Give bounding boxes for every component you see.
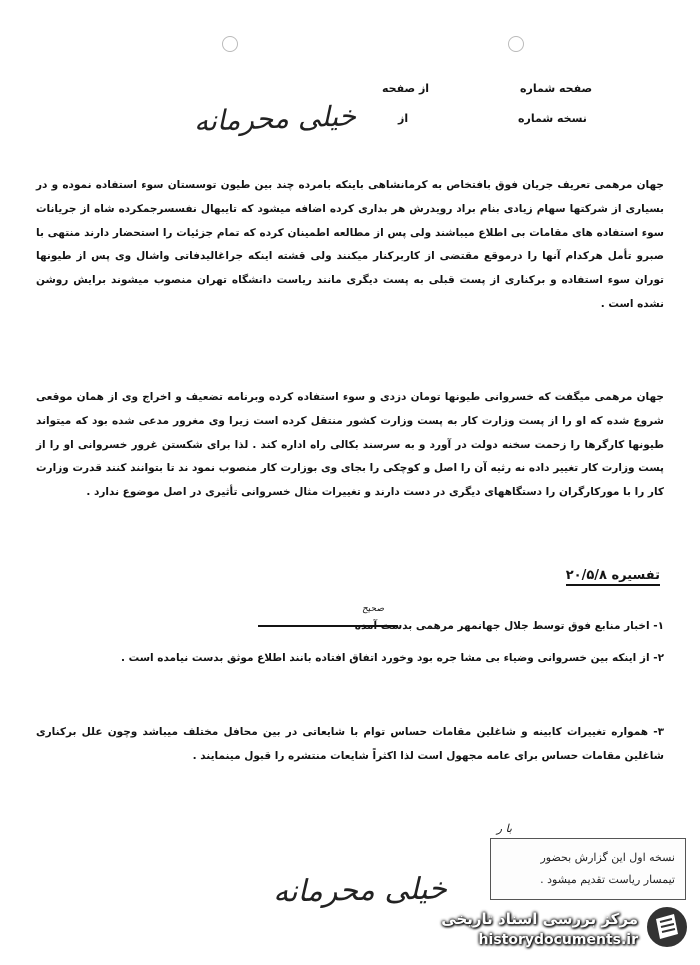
punch-hole-right bbox=[508, 36, 524, 52]
note-line-2: تیمسار ریاست تقدیم میشود . bbox=[540, 873, 675, 886]
note-line-1: نسخه اول این گزارش بحضور bbox=[540, 851, 675, 864]
copy-of-label: از bbox=[398, 112, 409, 125]
paragraph-2: جهان مرهمی میگفت که خسروانی طیونها تومان دزدی و سوء استفاده کرده وبرنامه تضعیف و اخراج وی از همان موقعی شروع شده که او را از پست وزارت کار به پست وزارت کشور منتقل کرده است زیرا وی مغرور مدعی شده بود که میتواند طیونها کارگرها را زحمت سخنه دولت در آورد و به سرسند بکالی راه اداره کند . لذا برای شکستن غرور خسروانی او را از پست وزارت کار تغییر داده نه رثیه آن را اصل و کوچکی را بجای وی بوزارت کار منصوب نمود ند تا بتوانند کنند قدرت وزارت کار را با مورکارگران را دستگاههای دیگری در دست دارند و تغییرات مثال خسروانی تأثیری در اصل موضوع ندارد . bbox=[36, 391, 664, 499]
archive-logo-icon bbox=[644, 904, 690, 950]
punch-hole-left bbox=[222, 36, 238, 52]
watermark-site: historydocuments.ir bbox=[478, 932, 638, 948]
classification-stamp-bottom: خیلی محرمانه bbox=[272, 871, 448, 910]
handwritten-note: با ر bbox=[496, 822, 512, 835]
copy-number-label: نسخه شماره bbox=[518, 112, 587, 125]
watermark-name: مرکز بررسی اسناد تاریخی bbox=[441, 910, 638, 928]
watermark-logo bbox=[430, 890, 690, 960]
correction-mark: صحیح bbox=[362, 604, 384, 614]
analysis-item-3: ۳- همواره تغییرات کابینه و شاغلین مقامات حساس توام با شایعاتی در بین محافل مختلف میباشد وچون علل برکناری شاغلین مقامات حساس برای عامه مجهول است لذا اکثراً شایعات منتشره را قبول مینمایند . bbox=[36, 726, 664, 762]
analysis-title: تفسیره ۲۰/۵/۸ bbox=[566, 568, 660, 586]
paragraph-1: جهان مرهمی تعریف جریان فوق بافتخاص به کرمانشاهی باینکه بامرده چند بین طیون توسستان سوء استفاده نموده و در بسیاری از شرکتها سهام زیادی بنام براد رویدرش هر بداری کرده اضافه میشود که تایبهال نفسسرجمکرده شاه از جریانات سوء استفاده های مقامات بی اطلاع میباشند ولی پس از مطالعه اطمینان کرده که تمام جزئیات را استحضار دارند منتهی با صبرو تأمل هرکدام آنها را درموقع مقتضی از کاربرکنار میکنند ولی قشته اینکه جراغالیدفاتی واشال وی پس از طیونها توران سوء استفاده و برکناری از پست قبلی به پست دیگری مانند ریاست دانشگاه تهران منصوب میشوند برایش روشن نشده است . bbox=[36, 179, 664, 310]
page-number-label: صفحه شماره bbox=[520, 82, 593, 95]
analysis-item-2: ۲- از اینکه بین خسروانی وضیاء بی مشا جره بود وخورد اتفاق افتاده بانند اطلاع موثق بدست نیامده است . bbox=[120, 652, 664, 664]
classification-stamp: خیلی محرمانه bbox=[193, 99, 357, 138]
page-of-label: از صفحه bbox=[382, 82, 430, 95]
analysis-item-1: ۱- اخبار منابع فوق توسط جلال جهانمهر مرهمی بدست آمده bbox=[354, 620, 664, 632]
